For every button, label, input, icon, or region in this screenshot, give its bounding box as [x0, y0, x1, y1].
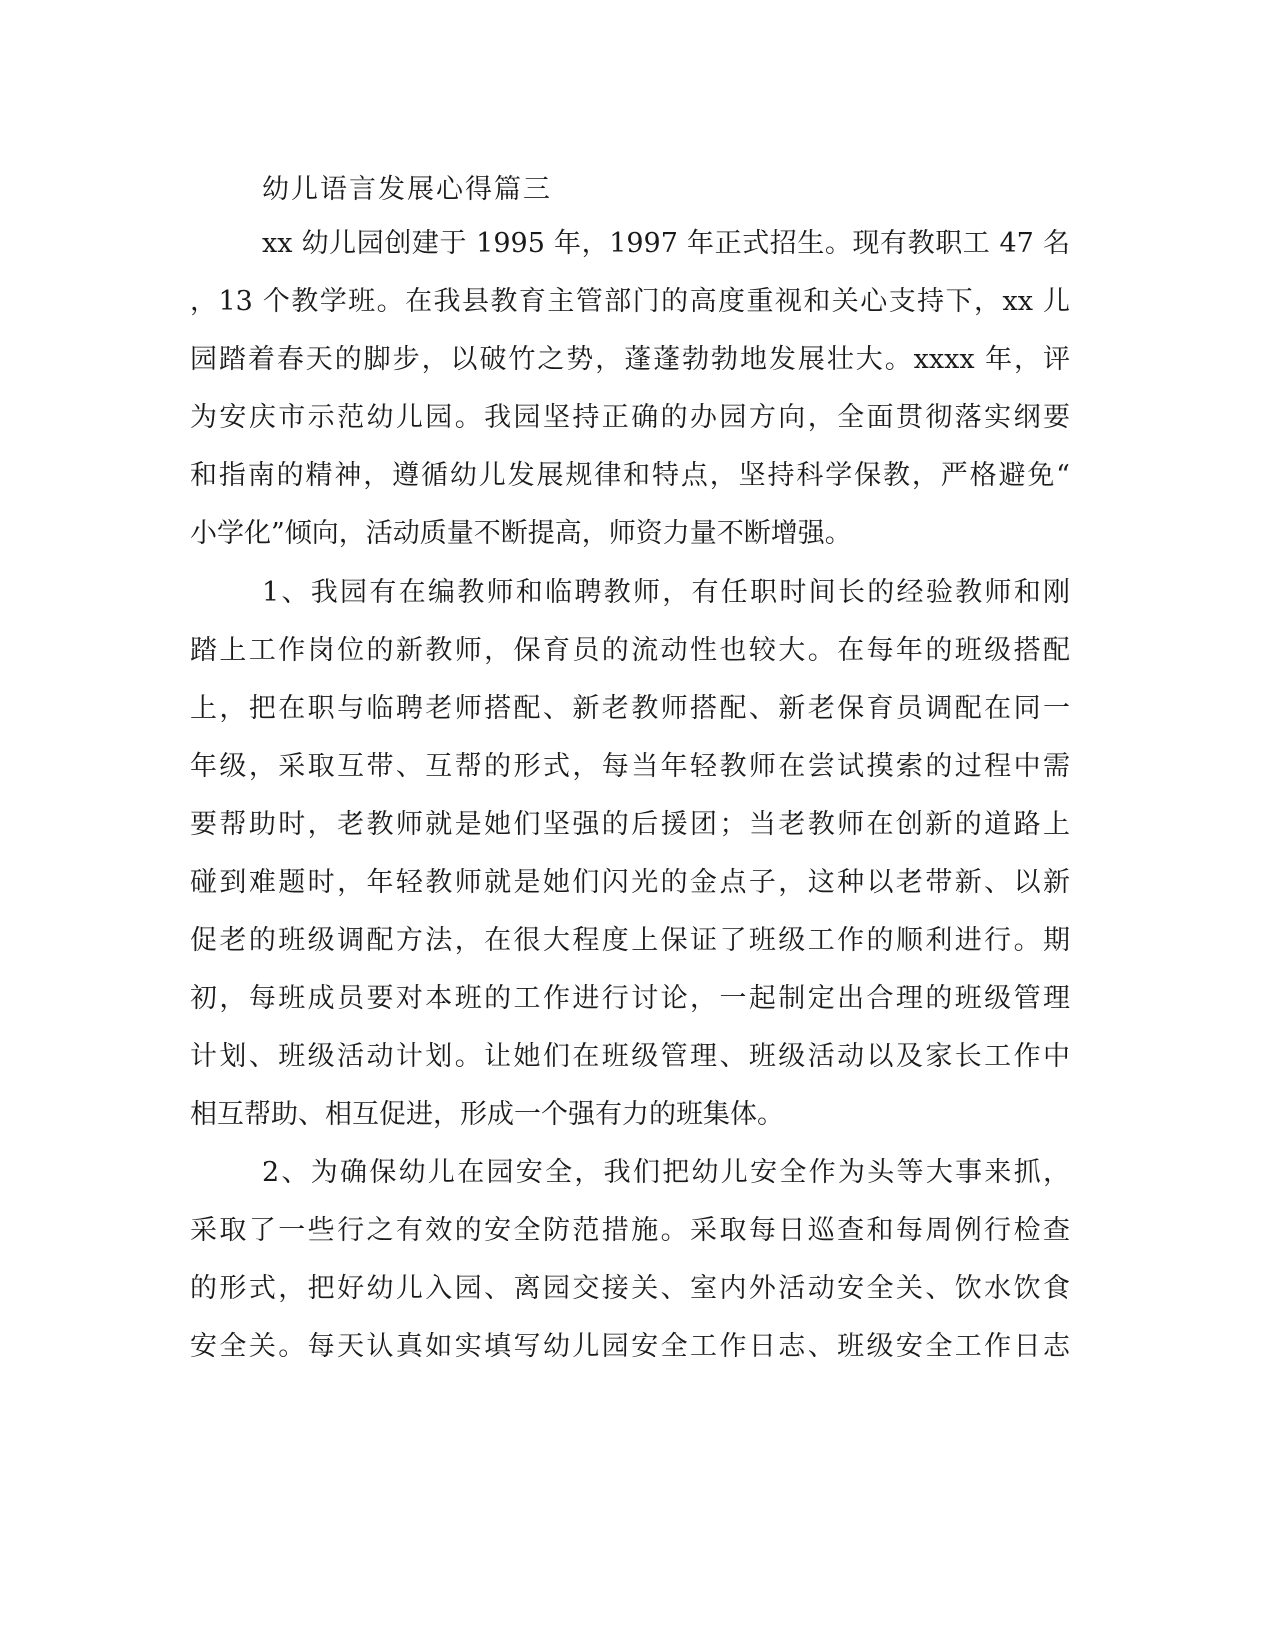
paragraph-3-line-3: 的形式，把好幼儿入园、离园交接关、室内外活动安全关、饮水饮食 — [190, 1273, 1070, 1304]
document-title: 幼儿语言发展心得篇三 — [262, 174, 552, 205]
paragraph-1-line-3: 园踏着春天的脚步，以破竹之势，蓬蓬勃勃地发展壮大。xxxx 年，评 — [190, 344, 1070, 375]
paragraph-2-line-1: 1、我园有在编教师和临聘教师，有任职时间长的经验教师和刚 — [262, 577, 1070, 608]
paragraph-2-line-2: 踏上工作岗位的新教师，保育员的流动性也较大。在每年的班级搭配 — [190, 635, 1070, 666]
paragraph-2-line-6: 碰到难题时，年轻教师就是她们闪光的金点子，这种以老带新、以新 — [190, 867, 1070, 898]
paragraph-3-line-1: 2、为确保幼儿在园安全，我们把幼儿安全作为头等大事来抓， — [262, 1157, 1070, 1188]
paragraph-2-line-7: 促老的班级调配方法，在很大程度上保证了班级工作的顺利进行。期 — [190, 925, 1070, 956]
paragraph-2-line-8: 初，每班成员要对本班的工作进行讨论，一起制定出合理的班级管理 — [190, 983, 1070, 1014]
paragraph-2-line-10: 相互帮助、相互促进，形成一个强有力的班集体。 — [190, 1099, 784, 1130]
paragraph-2-line-4: 年级，采取互带、互帮的形式，每当年轻教师在尝试摸索的过程中需 — [190, 751, 1070, 782]
paragraph-1-line-1: xx 幼儿园创建于 1995 年，1997 年正式招生。现有教职工 47 名 — [262, 228, 1070, 259]
paragraph-1-line-6: 小学化”倾向，活动质量不断提高，师资力量不断增强。 — [190, 518, 852, 549]
paragraph-1-line-5: 和指南的精神，遵循幼儿发展规律和特点，坚持科学保教，严格避免“ — [190, 460, 1070, 491]
paragraph-2-line-3: 上，把在职与临聘老师搭配、新老教师搭配、新老保育员调配在同一 — [190, 693, 1070, 724]
paragraph-2-line-9: 计划、班级活动计划。让她们在班级管理、班级活动以及家长工作中 — [190, 1041, 1070, 1072]
paragraph-3-line-4: 安全关。每天认真如实填写幼儿园安全工作日志、班级安全工作日志 — [190, 1331, 1070, 1362]
paragraph-1-line-2: ，13 个教学班。在我县教育主管部门的高度重视和关心支持下，xx 儿 — [190, 286, 1070, 317]
paragraph-1-line-4: 为安庆市示范幼儿园。我园坚持正确的办园方向，全面贯彻落实纲要 — [190, 402, 1070, 433]
paragraph-3-line-2: 采取了一些行之有效的安全防范措施。采取每日巡查和每周例行检查 — [190, 1215, 1070, 1246]
paragraph-2-line-5: 要帮助时，老教师就是她们坚强的后援团；当老教师在创新的道路上 — [190, 809, 1070, 840]
